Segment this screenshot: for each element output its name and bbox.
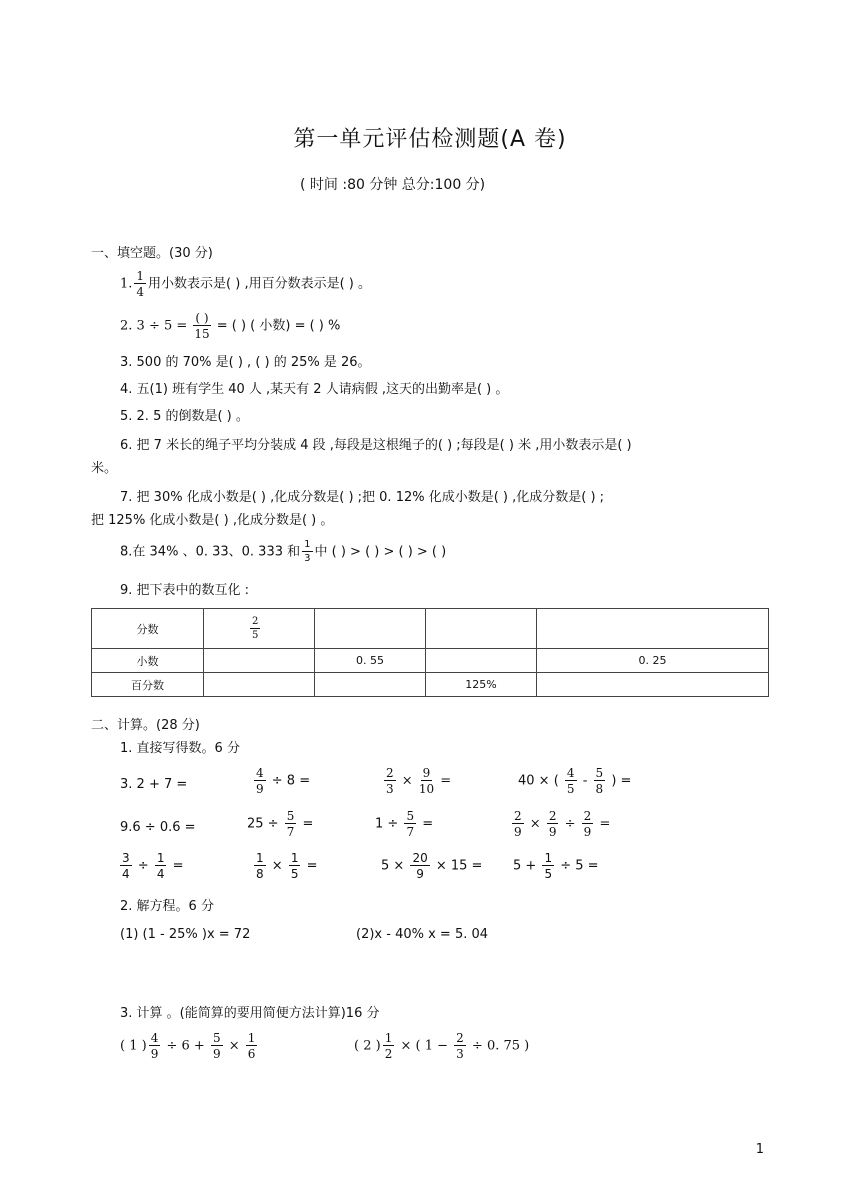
denominator: 9 [514,825,522,839]
operator: × [529,816,541,832]
denominator: 8 [595,782,604,796]
fraction [404,810,416,838]
table-cell [315,673,426,697]
fraction [246,1032,258,1060]
fraction [254,767,266,795]
table-numerator: 2 [252,615,259,627]
question-6-line-2: 米。 [91,461,118,476]
operator: × [271,858,283,874]
numerator: 3 [122,851,130,865]
numerator: 5 [406,809,415,823]
fraction [155,852,167,880]
page-number: 1 [755,1142,764,1157]
fraction [383,1032,395,1060]
row-label-percent: 百分数 [92,673,204,697]
equals: = [306,858,318,874]
oral-b1 [252,767,310,795]
fraction [419,767,434,795]
numerator: 1 [156,851,165,865]
numerator: 2 [456,1031,464,1045]
table-row [92,609,769,649]
row-label-fraction: 分数 [92,609,204,649]
fraction [285,810,297,838]
oral-c2 [375,810,433,838]
q1-denominator: 4 [136,285,145,299]
denominator: 3 [456,1047,464,1061]
numerator: 1 [384,1031,393,1045]
denominator: 9 [150,1047,159,1061]
table-cell: 0. 55 [315,649,426,673]
calc-problem-2 [354,1032,529,1060]
table-row [92,649,769,673]
denominator: 4 [122,867,130,881]
oral-d1 [518,767,631,795]
q1-number: 1. [120,276,133,292]
table-cell [426,649,537,673]
question-3: 3. 500 的 70% 是( ) , ( ) 的 25% 是 26。 [120,355,371,370]
fraction [547,810,559,838]
q2-prefix: 2. 3 ÷ 5 = [120,318,188,334]
oral-b3 [252,852,318,880]
q8-numerator: 1 [304,539,311,550]
table-cell [537,609,769,649]
equation-2: (2)x - 40% x = 5. 04 [356,927,489,942]
denominator: 9 [256,782,264,796]
q2-numerator: ( ) [195,311,209,325]
numerator: 2 [514,809,522,823]
operator: ÷ [137,858,149,874]
conversion-table [91,608,769,697]
q1-fraction [134,270,146,298]
q8-prefix: 8.在 34% 、0. 33、0. 333 和 [120,544,301,560]
q1-text: 用小数表示是( ) ,用百分数表示是( ) 。 [148,276,371,292]
fraction [211,1032,223,1060]
q8-fraction [302,540,312,564]
operator: - [582,773,588,789]
prefix: ( 1 ) [120,1038,147,1054]
numerator: 2 [386,766,394,780]
denominator: 7 [406,825,415,839]
denominator: 7 [286,825,295,839]
table-cell [204,649,315,673]
denominator: 9 [416,867,424,881]
equals: = [599,816,611,832]
q8-suffix: 中 ( ) > ( ) > ( ) > ( ) [314,544,447,560]
suffix: ) = [611,773,632,789]
question-7-line-2: 把 125% 化成小数是( ) ,化成分数是( ) 。 [91,513,334,528]
oral-c3 [381,852,482,880]
operator-text: ÷ 8 = [271,773,311,789]
numerator: 4 [256,766,264,780]
fraction [512,810,524,838]
numerator: 1 [256,851,264,865]
equals: = [302,816,314,832]
q1-numerator: 1 [136,269,145,283]
prefix: 25 ÷ [247,816,279,832]
prefix: 1 ÷ [375,816,399,832]
fraction [254,852,266,880]
fraction [410,852,429,880]
prefix: 40 × ( [518,773,559,789]
prefix: ( 2 ) [354,1038,381,1054]
numerator: 5 [286,809,295,823]
question-8 [120,540,446,564]
question-4: 4. 五(1) 班有学生 40 人 ,某天有 2 人请病假 ,这天的出勤率是( ) 。 [120,382,509,397]
middle: ÷ 6 + [166,1038,205,1054]
numerator: 2 [548,809,557,823]
numerator: 9 [422,766,431,780]
q8-denominator: 3 [304,553,311,564]
denominator: 5 [544,867,553,881]
fraction [120,852,132,880]
fraction [454,1032,466,1060]
table-cell [204,673,315,697]
section-1-heading: 一、填空题。(30 分) [91,246,213,261]
denominator: 5 [290,867,299,881]
question-5: 5. 2. 5 的倒数是( ) 。 [120,409,249,424]
numerator: 1 [544,851,553,865]
denominator: 5 [566,782,575,796]
fraction [289,852,301,880]
middle: × ( 1 − [400,1038,448,1054]
numerator: 5 [595,766,604,780]
table-cell [426,609,537,649]
equation-1: (1) (1 - 25% )x = 72 [120,927,251,942]
denominator: 6 [247,1047,256,1061]
fraction [594,767,606,795]
oral-a1: 3. 2 + 7 = [120,777,188,792]
suffix: ÷ 5 = [560,858,599,874]
table-cell [315,609,426,649]
row-label-decimal: 小数 [92,649,204,673]
prefix: 5 × [381,858,405,874]
denominator: 8 [256,867,264,881]
question-9: 9. 把下表中的数互化 : [120,583,250,598]
operator: × [228,1038,240,1054]
subsection-calculation: 3. 计算 。(能简算的要用简便方法计算)16 分 [120,1006,380,1021]
denominator: 4 [156,867,165,881]
section-2-heading: 二、计算。(28 分) [91,718,200,733]
numerator: 20 [412,851,428,865]
fraction [384,767,396,795]
q2-suffix: = ( ) ( 小数) = ( ) % [216,318,341,334]
denominator: 3 [386,782,394,796]
question-6-line-1: 6. 把 7 米长的绳子平均分装成 4 段 ,每段是这根绳子的( ) ;每段是( ) 米 ,用小数表示是( ) [120,438,632,453]
table-row [92,673,769,697]
operator: × [401,773,413,789]
table-cell [537,673,769,697]
denominator: 10 [418,782,435,796]
question-1 [120,270,371,298]
denominator: 9 [583,825,592,839]
table-fraction [250,617,260,641]
fraction [565,767,577,795]
numerator: 2 [583,809,592,823]
denominator: 2 [384,1047,393,1061]
question-2 [120,312,340,340]
numerator: 1 [247,1031,256,1045]
suffix: ÷ 0. 75 ) [471,1038,530,1054]
oral-c1 [382,767,451,795]
numerator: 5 [212,1031,221,1045]
fraction [149,1032,161,1060]
denominator: 9 [212,1047,221,1061]
equals: = [172,858,184,874]
fraction [542,852,554,880]
suffix: × 15 = [435,858,483,874]
oral-a3 [118,852,184,880]
oral-d3 [513,852,599,880]
subsection-equations: 2. 解方程。6 分 [120,899,214,914]
numerator: 4 [150,1031,159,1045]
table-denominator: 5 [252,629,259,641]
equals: = [422,816,434,832]
prefix: 5 + [513,858,537,874]
calc-problem-1 [120,1032,259,1060]
page-title: 第一单元评估检测题(A 卷) [293,127,567,152]
q2-denominator: 15 [194,327,210,341]
question-7-line-1: 7. 把 30% 化成小数是( ) ,化成分数是( ) ;把 0. 12% 化成小数是( ) ,化成分数是( ) ; [120,490,605,505]
exam-info: ( 时间 :80 分钟 总分:100 分) [300,177,486,193]
equals: = [440,773,452,789]
denominator: 9 [548,825,557,839]
fraction [582,810,594,838]
table-cell: 0. 25 [537,649,769,673]
subsection-oral-calc: 1. 直接写得数。6 分 [120,741,240,756]
oral-b2 [247,810,313,838]
numerator: 1 [290,851,299,865]
operator: ÷ [564,816,576,832]
table-cell [204,609,315,649]
table-cell: 125% [426,673,537,697]
q2-fraction [193,312,210,340]
oral-d2 [510,810,610,838]
oral-a2: 9.6 ÷ 0.6 = [120,820,196,835]
numerator: 4 [566,766,575,780]
